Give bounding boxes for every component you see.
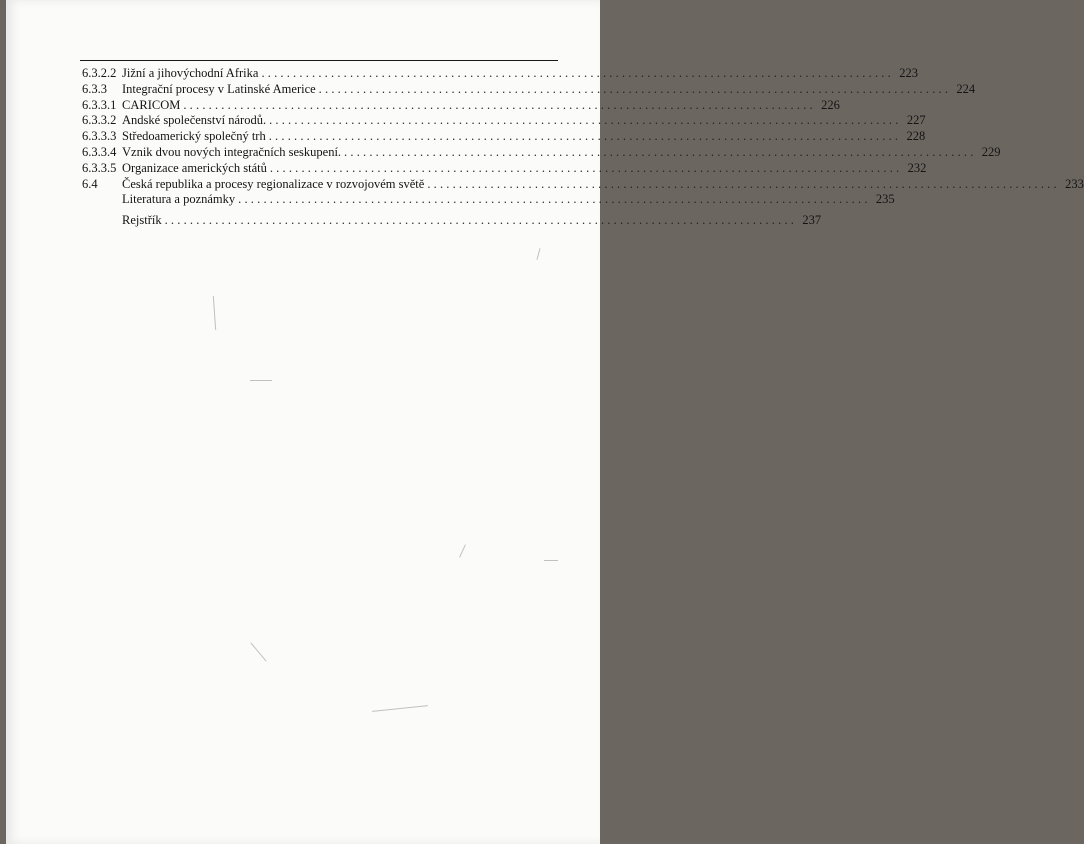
toc-entry [122,160,927,177]
toc-row [82,160,927,177]
toc-title: Organizace amerických států [122,160,267,175]
dot-leader: .................................................................................................... [427,176,1060,191]
dot-leader: .................................................................................................... [268,129,902,144]
scan-mark [544,560,558,561]
toc-title: Rejstřík [122,213,162,228]
toc-number: 6.3.3.5 [82,160,117,175]
toc-number: 6.3.3.2 [82,113,117,128]
book-page [6,0,1084,844]
toc-row [82,176,1084,193]
table-of-contents [82,66,1084,229]
toc-page-number: 227 [906,113,926,128]
toc-entry [122,66,918,82]
toc-page-number: 228 [906,129,926,144]
scan-mark [536,248,540,260]
toc-entry [122,192,895,208]
toc-title: Vznik dvou nových integračních seskupení. [122,144,342,159]
toc-title: Jižní a jihovýchodní Afrika [122,66,259,80]
toc-title: Česká republika a procesy regionalizace v rozvojovém světě [122,176,425,191]
header-rule [80,60,558,61]
toc-number: 6.3.2.2 [82,66,117,80]
toc-row [82,81,976,98]
scan-mark [213,296,216,330]
toc-title: Středoamerický společný trh [122,129,266,144]
toc-title: CARICOM [122,97,181,112]
toc-entry [122,176,1084,193]
dot-leader: .................................................................................................... [164,213,798,228]
toc-page-number: 235 [875,192,895,207]
toc-number: 6.3.3.1 [82,97,117,112]
toc-entry [122,97,840,114]
toc-row [82,66,918,82]
scan-mark [372,705,428,712]
toc-row [82,113,926,129]
toc-page-number: 224 [956,81,976,96]
scan-mark [250,642,266,661]
toc-number: 6.4 [82,176,98,191]
toc-row [82,144,1001,161]
toc-page-number: 232 [907,160,927,175]
toc-entry [122,144,1001,161]
dot-leader: .................................................................................................... [238,192,871,207]
toc-page-number: 226 [821,97,840,112]
toc-page-number: 237 [802,213,822,228]
toc-row [82,129,926,145]
dot-leader: .................................................................................................... [269,160,903,175]
dot-leader: .................................................................................................... [318,81,952,96]
toc-title: Andské společenství národů. [122,113,267,128]
scan-mark [459,544,466,557]
dot-leader: .................................................................................................... [261,66,894,80]
toc-row [82,192,895,208]
toc-entry [122,213,822,229]
toc-title: Integrační procesy v Latinské Americe [122,81,316,96]
toc-row [82,213,822,229]
scan-mark [250,380,272,381]
toc-page-number: 223 [899,66,918,80]
toc-number: 6.3.3 [82,81,107,96]
toc-title: Literatura a poznámky [122,192,236,207]
dot-leader: .................................................................................................... [183,97,816,112]
dot-leader: .................................................................................................... [269,113,902,128]
toc-number: 6.3.3.4 [82,144,117,159]
dot-leader: .................................................................................................... [344,144,977,159]
toc-page-number: 233 [1065,176,1084,191]
toc-entry [122,81,976,98]
toc-entry [122,113,926,129]
toc-row [82,97,840,114]
toc-number: 6.3.3.3 [82,129,117,144]
toc-page-number: 229 [981,144,1001,159]
toc-entry [122,129,926,145]
